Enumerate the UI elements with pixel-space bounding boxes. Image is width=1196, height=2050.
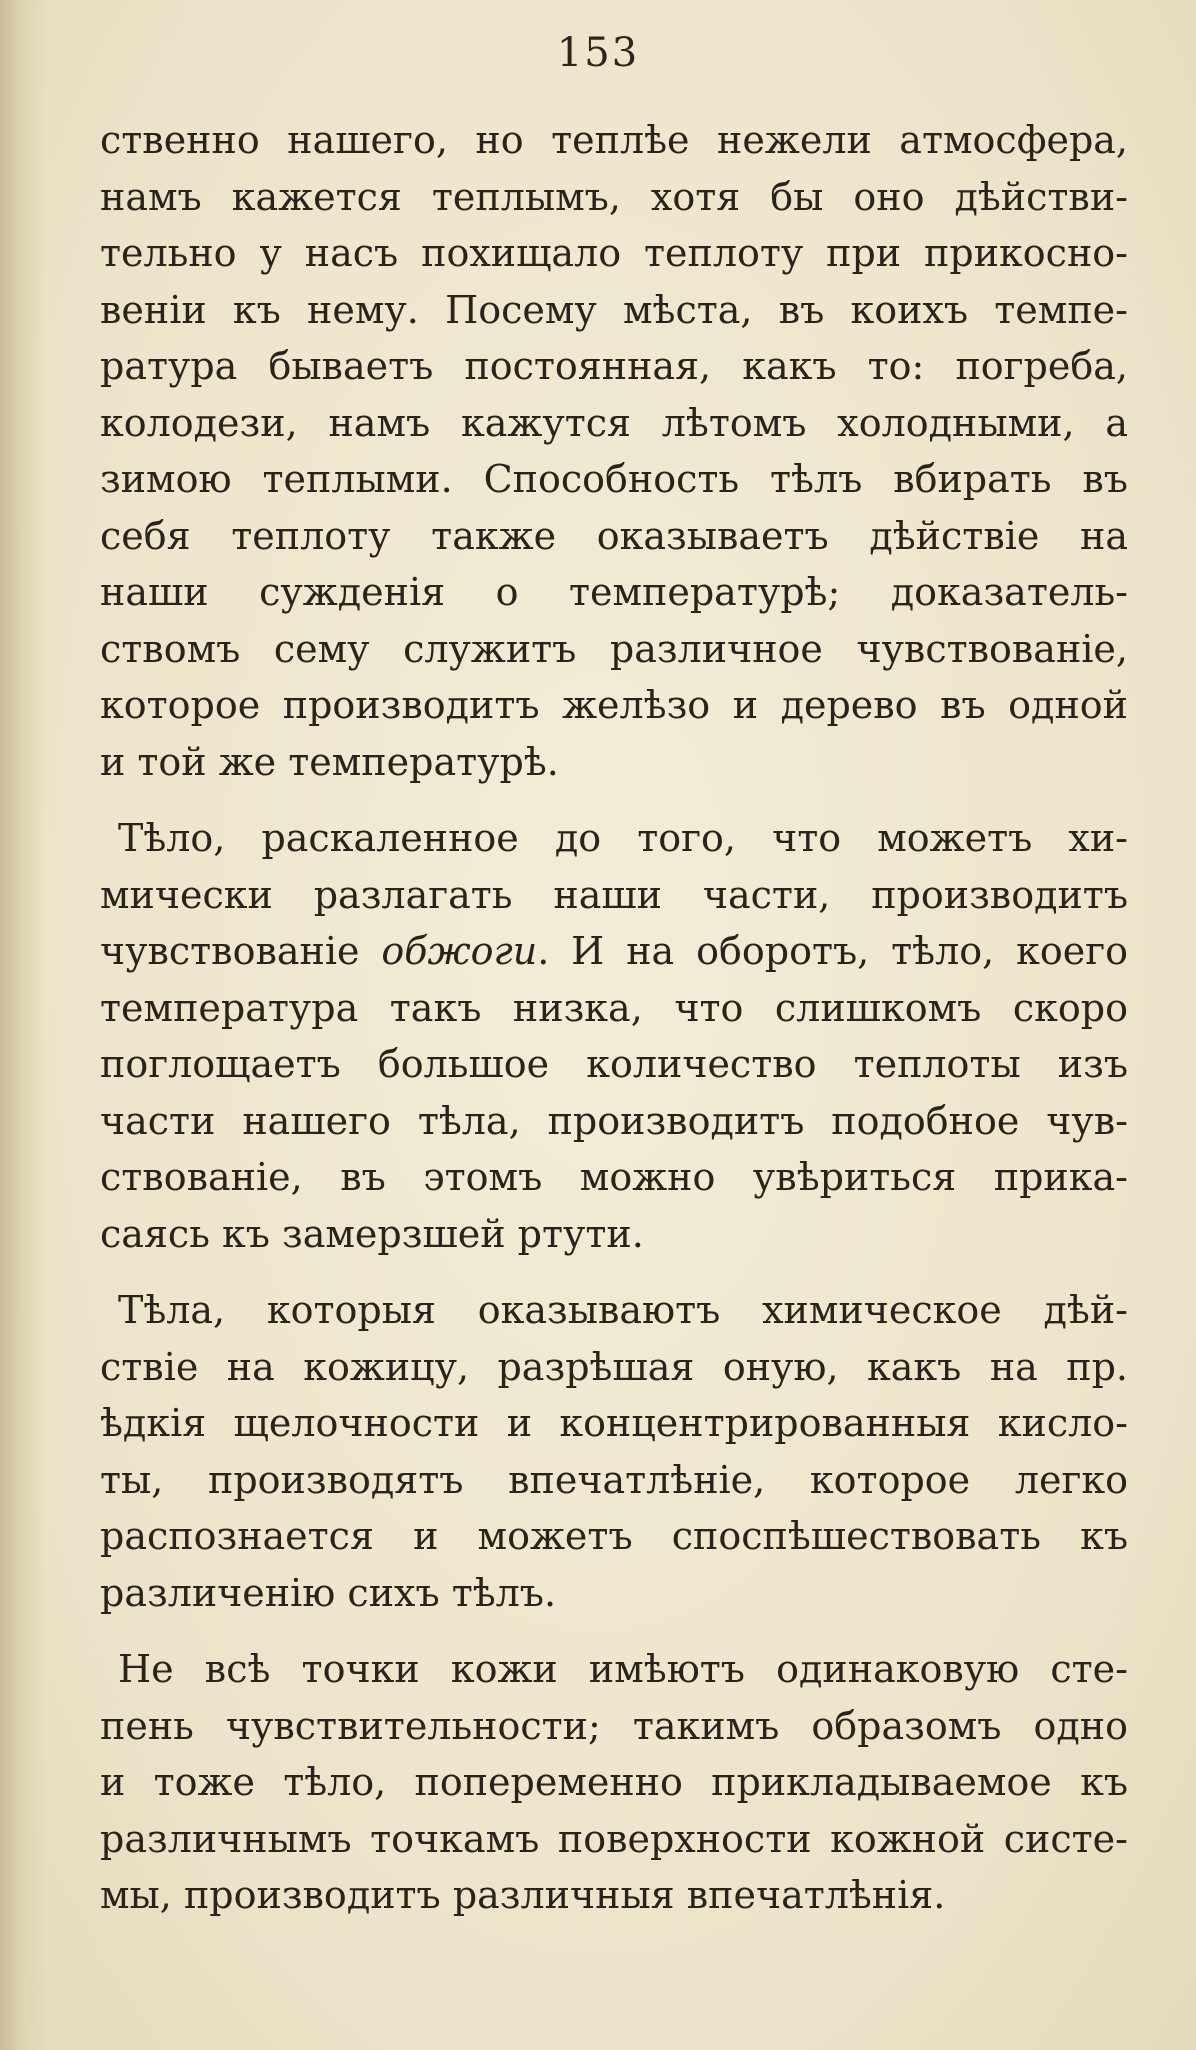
text-line: колодези, намъ кажутся лѣтомъ холодными, а bbox=[100, 400, 1128, 445]
text-line: ѣдкія щелочности и концентрированныя кисло- bbox=[100, 1401, 1128, 1445]
text-line: и тоже тѣло, попеременно прикладываемое къ bbox=[100, 1760, 1128, 1804]
page-gutter-shadow bbox=[0, 0, 46, 2050]
text-line: Не всѣ точки кожи имѣютъ одинаковую сте- bbox=[118, 1647, 1128, 1691]
text-line: ствованіе, въ этомъ можно увѣриться прика- bbox=[100, 1155, 1128, 1199]
text-line: саясь къ замерзшей ртути. bbox=[100, 1211, 644, 1256]
text-line: которое производитъ желѣзо и дерево въ одной bbox=[100, 683, 1128, 727]
text-line: ствомъ сему служитъ различное чувствованіе, bbox=[100, 626, 1128, 671]
text-line: веніи къ нему. Посему мѣста, въ коихъ темпе- bbox=[100, 287, 1128, 332]
text-line: мы, производитъ различныя впечатлѣнія. bbox=[100, 1873, 946, 1917]
paragraph bbox=[100, 1282, 1128, 1621]
page-number: 153 bbox=[556, 30, 640, 76]
text-line: чувствованіе обжоги. И на оборотъ, тѣло, коего bbox=[100, 929, 1128, 973]
paragraph bbox=[100, 112, 1128, 790]
text-line: мически разлагать наши части, производитъ bbox=[100, 872, 1128, 917]
text-line: зимою теплыми. Способность тѣлъ вбирать въ bbox=[100, 457, 1128, 501]
text-line: температура такъ низка, что слишкомъ скоро bbox=[100, 985, 1128, 1030]
text-line: Тѣло, раскаленное до того, что можетъ хи- bbox=[118, 816, 1128, 860]
text-line: и той же температурѣ. bbox=[100, 739, 559, 784]
text-line: себя теплоту также оказываетъ дѣйствіе на bbox=[100, 513, 1128, 558]
text-line: распознается и можетъ споспѣшествовать къ bbox=[100, 1514, 1128, 1558]
text-line: различнымъ точкамъ поверхности кожной систе- bbox=[100, 1816, 1128, 1861]
text-line: тельно у насъ похищало теплоту при прикосно- bbox=[100, 231, 1128, 275]
text-line: ствіе на кожицу, разрѣшая оную, какъ на пр. bbox=[100, 1344, 1128, 1389]
paragraph bbox=[100, 810, 1128, 1262]
text-line: ственно нашего, но теплѣе нежели атмосфера, bbox=[100, 118, 1128, 162]
text-line: ты, производятъ впечатлѣніе, которое легко bbox=[100, 1457, 1128, 1502]
text-line: ратура бываетъ постоянная, какъ то: погреба, bbox=[100, 344, 1128, 388]
text-line: Тѣла, которыя оказываютъ химическое дѣй- bbox=[118, 1288, 1128, 1332]
body-text bbox=[100, 112, 1128, 1944]
paragraph bbox=[100, 1641, 1128, 1924]
text-line: части нашего тѣла, производитъ подобное чув- bbox=[100, 1098, 1128, 1143]
text-line: различенію сихъ тѣлъ. bbox=[100, 1570, 557, 1615]
italic-term: обжоги bbox=[381, 929, 538, 973]
text-line: намъ кажется теплымъ, хотя бы оно дѣйстви- bbox=[100, 174, 1128, 219]
text-line: пень чувствительности; такимъ образомъ одно bbox=[100, 1703, 1128, 1748]
text-line: поглощаетъ большое количество теплоты изъ bbox=[100, 1042, 1128, 1086]
text-line: наши сужденія о температурѣ; доказатель- bbox=[100, 570, 1128, 614]
